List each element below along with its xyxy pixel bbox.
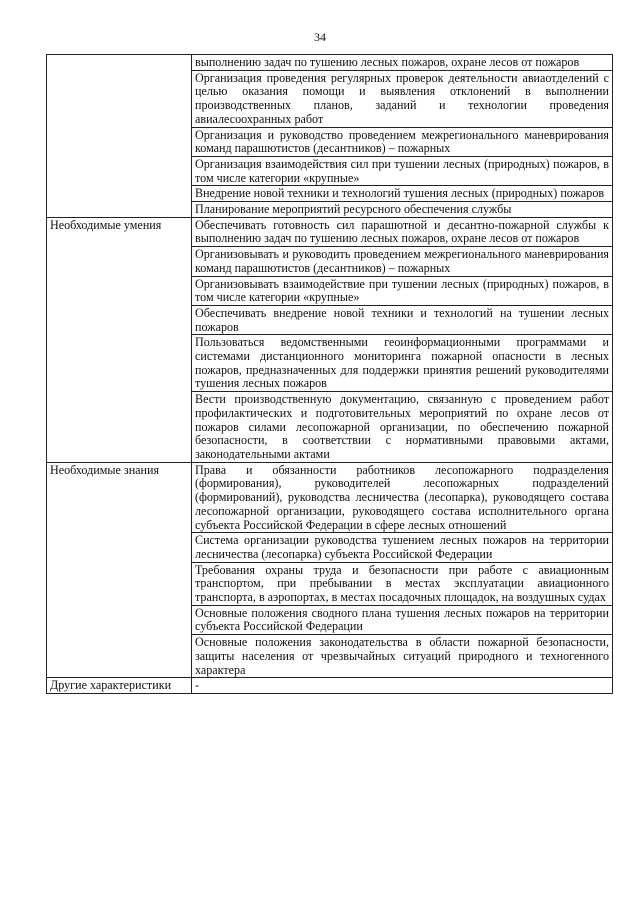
table-cell: выполнению задач по тушению лесных пожаров, охране лесов от пожаров [192,55,613,71]
table-cell: Основные положения законодательства в области пожарной безопасности, защиты населения от чрезвычайных ситуаций природного и техногенного характера [192,635,613,678]
section-label-knowledge: Необходимые знания [47,462,192,678]
table-cell: Организация проведения регулярных проверок деятельности авиаотделений с целью оказания помощи и выявления отклонений в выполнении производственных планов, заданий и технологии проведения авиалесоохранных работ [192,70,613,127]
section-label [47,55,192,218]
table-cell: Вести производственную документацию, связанную с проведением работ профилактических и подготовительных мероприятий по охране лесов от пожаров силами лесопожарной организации, по обеспечению пожарной безопасности, в соответствии с нормативными правовыми актами, законодательными актами [192,392,613,463]
table-row [47,217,613,246]
table-cell: Организовывать взаимодействие при тушении лесных (природных) пожаров, в том числе категории «крупные» [192,276,613,305]
table-cell: Обеспечивать готовность сил парашютной и десантно-пожарной службы к выполнению задач по тушению лесных пожаров, охране лесов от пожаров [192,217,613,246]
table-cell: Внедрение новой техники и технологий тушения лесных (природных) пожаров [192,186,613,202]
page-number: 34 [314,30,326,44]
table-row [47,678,613,694]
table-cell: Требования охраны труда и безопасности при работе с авиационным транспортом, при пребывании в местах эксплуатации авиационного транспорта, в аэропортах, в местах посадочных площадок, на воздушных судах [192,562,613,605]
section-label-other: Другие характеристики [47,678,192,694]
table-cell: Пользоваться ведомственными геоинформационными программами и системами дистанционного мониторинга пожарной опасности в лесных пожаров, предназначенных для поддержки принятия решений руководителями тушения лесных пожаров [192,335,613,392]
table-cell: Система организации руководства тушением лесных пожаров на территории лесничества (лесопарка) субъекта Российской Федерации [192,533,613,562]
table-row [47,462,613,533]
table-cell: Организация взаимодействия сил при тушении лесных (природных) пожаров, в том числе категории «крупные» [192,156,613,185]
table-cell: Основные положения сводного плана тушения лесных пожаров на территории субъекта Российской Федерации [192,605,613,634]
characteristics-table [46,54,613,694]
table-cell: - [192,678,613,694]
table-cell: Организовывать и руководить проведением межрегионального маневрирования команд парашютистов (десантников) – пожарных [192,247,613,276]
table-cell: Обеспечивать внедрение новой техники и технологий на тушении лесных пожаров [192,305,613,334]
table-row [47,55,613,71]
table-cell: Организация и руководство проведением межрегионального маневрирования команд парашютистов (десантников) – пожарных [192,127,613,156]
table-cell: Планирование мероприятий ресурсного обеспечения службы [192,202,613,218]
table-cell: Права и обязанности работников лесопожарного подразделения (формирования), руководителей лесопожарных подразделений (формирований), руководства лесничества (лесопарка), руководящего состава лесопожарной организации, руководящего состава исполнительного органа субъекта Российской Федерации в сфере лесных отношений [192,462,613,533]
section-label-skills: Необходимые умения [47,217,192,462]
